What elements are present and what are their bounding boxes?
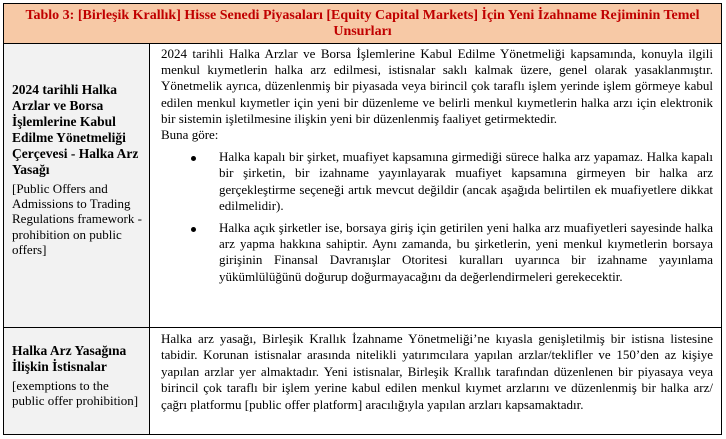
- row-label-cell: [4, 44, 150, 327]
- lead-text: Buna göre:: [161, 127, 219, 143]
- list-item-text: Halka açık şirketler ise, borsaya giriş için getirilen yeni halka arz muafiyetleri sayesinde halka arz yapma hakkına sahiptir. Aynı zamanda, bu şirketlerin, yeni menkul kıymetlerin borsaya girişinin Finansal Davranışlar Otoritesi kuralları uyarınca bir izahname yayınlama yükümlülüğünü doğurup doğurmayacağını da değerlendirmeleri gerekecektir.: [219, 220, 713, 284]
- bullet-icon: [191, 156, 196, 161]
- equity-markets-table: [3, 3, 722, 435]
- row-heading: Halka Arz Yasağına İlişkin İstisnalar: [12, 343, 127, 374]
- row-heading-english: [Public Offers and Admissions to Trading Regulations framework - prohibition on public offers]: [12, 181, 142, 257]
- row-content-cell: [150, 328, 721, 434]
- list-item-text: Halka kapalı bir şirket, muafiyet kapsamına girmediği sürece halka arz yapamaz. Halka kapalı bir şirketin, bir izahname yayınlayarak muafiyet kapsamına girmeyen bir halka arz gerçekleştirme seçeneği artık mevcut değildir (ancak aşağıda belirtilen ek muafiyetlere dikkat edilmelidir).: [219, 149, 713, 213]
- row-heading: 2024 tarihli Halka Arzlar ve Borsa İşlemlerine Kabul Edilme Yönetmeliği Çerçevesi - Halka Arz Yasağı: [12, 82, 139, 177]
- row-label-cell: [4, 328, 150, 434]
- bullet-list: [161, 149, 713, 285]
- list-item: [161, 149, 713, 214]
- table-row: [4, 328, 721, 434]
- table-title: Tablo 3: [Birleşik Krallık] Hisse Senedi Piyasaları [Equity Capital Markets] İçin Yeni İzahname Rejiminin Temel Unsurları: [4, 4, 721, 44]
- body-paragraph: Halka arz yasağı, Birleşik Krallık İzahname Yönetmeliği’ne kıyasla genişletilmiş bir istisna listesine tabidir. Korunan istisnalar arasında nitelikli yatırımcılara yapılan arzlar/teklifler ve 150’den az kişiye yapılan arzlar yer almaktadır. Yeni istisnalar, Birleşik Krallık tarafından düzenlenen bir piyasaya veya birincil çok taraflı bir işlem yerine kabul edilen menkul kıymet arzlarını ve düzenlenmiş bir halka arz/çağrı platformu [public offer platform] aracılığıyla yapılan arzları kapsamaktadır.: [161, 331, 713, 412]
- intro-paragraph: 2024 tarihli Halka Arzlar ve Borsa İşlemlerine Kabul Edilme Yönetmeliği kapsamında, konuyla ilgili menkul kıymetlerin halka arz edilmesi, istisnalar saklı kalmak üzere, genel olarak yasaklanmıştır. Yönetmelik ayrıca, düzenlenmiş bir piyasada veya birincil çok taraflı işlem yerinde işlem görmeye kabul edilen menkul kıymetler için yeni bir düzenleme ve belirli menkul kıymetlerin halka arzı için elektronik bir sistemin işletilmesine ilişkin yeni bir düzenlenmiş faaliyet getirmektedir.: [161, 46, 713, 126]
- bullet-icon: [191, 227, 196, 232]
- list-item: [161, 220, 713, 285]
- table-row: [4, 44, 721, 328]
- row-content-cell: [150, 44, 721, 327]
- row-heading-english: [exemptions to the public offer prohibition]: [12, 378, 139, 409]
